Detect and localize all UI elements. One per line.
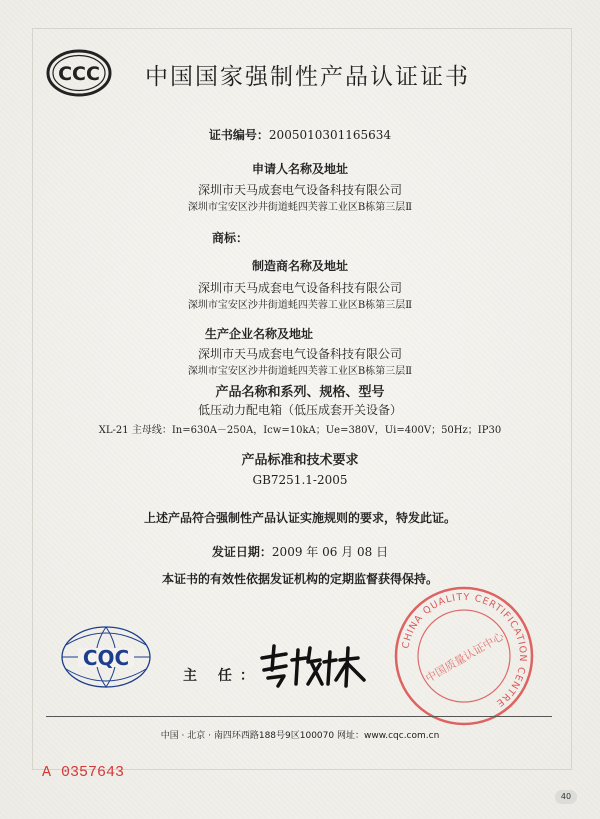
manufacturer-name: 深圳市天马成套电气设备科技有限公司 bbox=[197, 281, 402, 295]
compliance-statement: 上述产品符合强制性产品认证实施规则的要求，特发此证。 bbox=[143, 511, 456, 525]
footer-address: 中国 · 北京 · 南四环西路188号9区100070 网址：www.cqc.com.cn bbox=[160, 731, 440, 741]
issue-date-label: 发证日期： bbox=[211, 545, 272, 559]
issue-date-value: 2009 年 06 月 08 日 bbox=[271, 545, 389, 559]
director-signature bbox=[256, 640, 376, 692]
svg-text:CQC: CQC bbox=[82, 646, 130, 670]
applicant-name: 深圳市天马成套电气设备科技有限公司 bbox=[197, 183, 402, 197]
cqc-seal bbox=[393, 585, 535, 727]
serial-prefix: A bbox=[42, 764, 52, 781]
page-number: 40 bbox=[555, 790, 577, 804]
standard-value: GB7251.1-2005 bbox=[252, 473, 348, 487]
trademark-label: 商标： bbox=[212, 231, 249, 245]
svg-text:CHINA QUALITY CERTIFICATION CE: CHINA QUALITY CERTIFICATION CENTRE bbox=[400, 591, 529, 709]
product-spec: XL-21 主母线：In=630A－250A，Icw=10kA；Ue=380V，Ui=400V；50Hz；IP30 bbox=[98, 425, 502, 436]
issue-date bbox=[0, 543, 600, 560]
serial-number bbox=[42, 764, 124, 781]
serial-value: 0357643 bbox=[61, 764, 125, 781]
applicant-heading: 申请人名称及地址 bbox=[251, 162, 348, 176]
cqc-logo-icon bbox=[56, 615, 156, 699]
certificate-number-label: 证书编号： bbox=[208, 128, 269, 142]
svg-text:中国质量认证中心: 中国质量认证中心 bbox=[423, 629, 507, 685]
factory-name: 深圳市天马成套电气设备科技有限公司 bbox=[197, 347, 402, 361]
factory-address: 深圳市宝安区沙井街道蚝四芙蓉工业区B栋第三层Ⅱ bbox=[187, 366, 413, 377]
applicant-address: 深圳市宝安区沙井街道蚝四芙蓉工业区B栋第三层Ⅱ bbox=[187, 202, 413, 213]
manufacturer-address: 深圳市宝安区沙井街道蚝四芙蓉工业区B栋第三层Ⅱ bbox=[187, 300, 413, 311]
certificate-title: 中国国家强制性产品认证证书 bbox=[145, 64, 470, 90]
product-heading: 产品名称和系列、规格、型号 bbox=[215, 385, 385, 400]
certificate-number bbox=[0, 126, 600, 143]
standard-heading: 产品标准和技术要求 bbox=[241, 453, 359, 468]
manufacturer-heading: 制造商名称及地址 bbox=[251, 259, 348, 273]
certificate-number-value: 2005010301165634 bbox=[268, 128, 392, 142]
factory-heading: 生产企业名称及地址 bbox=[205, 327, 314, 341]
ccc-logo-icon bbox=[46, 48, 112, 98]
product-name: 低压动力配电箱（低压成套开关设备） bbox=[197, 403, 402, 417]
director-label: 主 任： bbox=[183, 668, 262, 684]
svg-text:CCC: CCC bbox=[58, 63, 100, 85]
validity-statement: 本证书的有效性依据发证机构的定期监督获得保持。 bbox=[161, 572, 438, 586]
footer-rule bbox=[46, 716, 552, 717]
